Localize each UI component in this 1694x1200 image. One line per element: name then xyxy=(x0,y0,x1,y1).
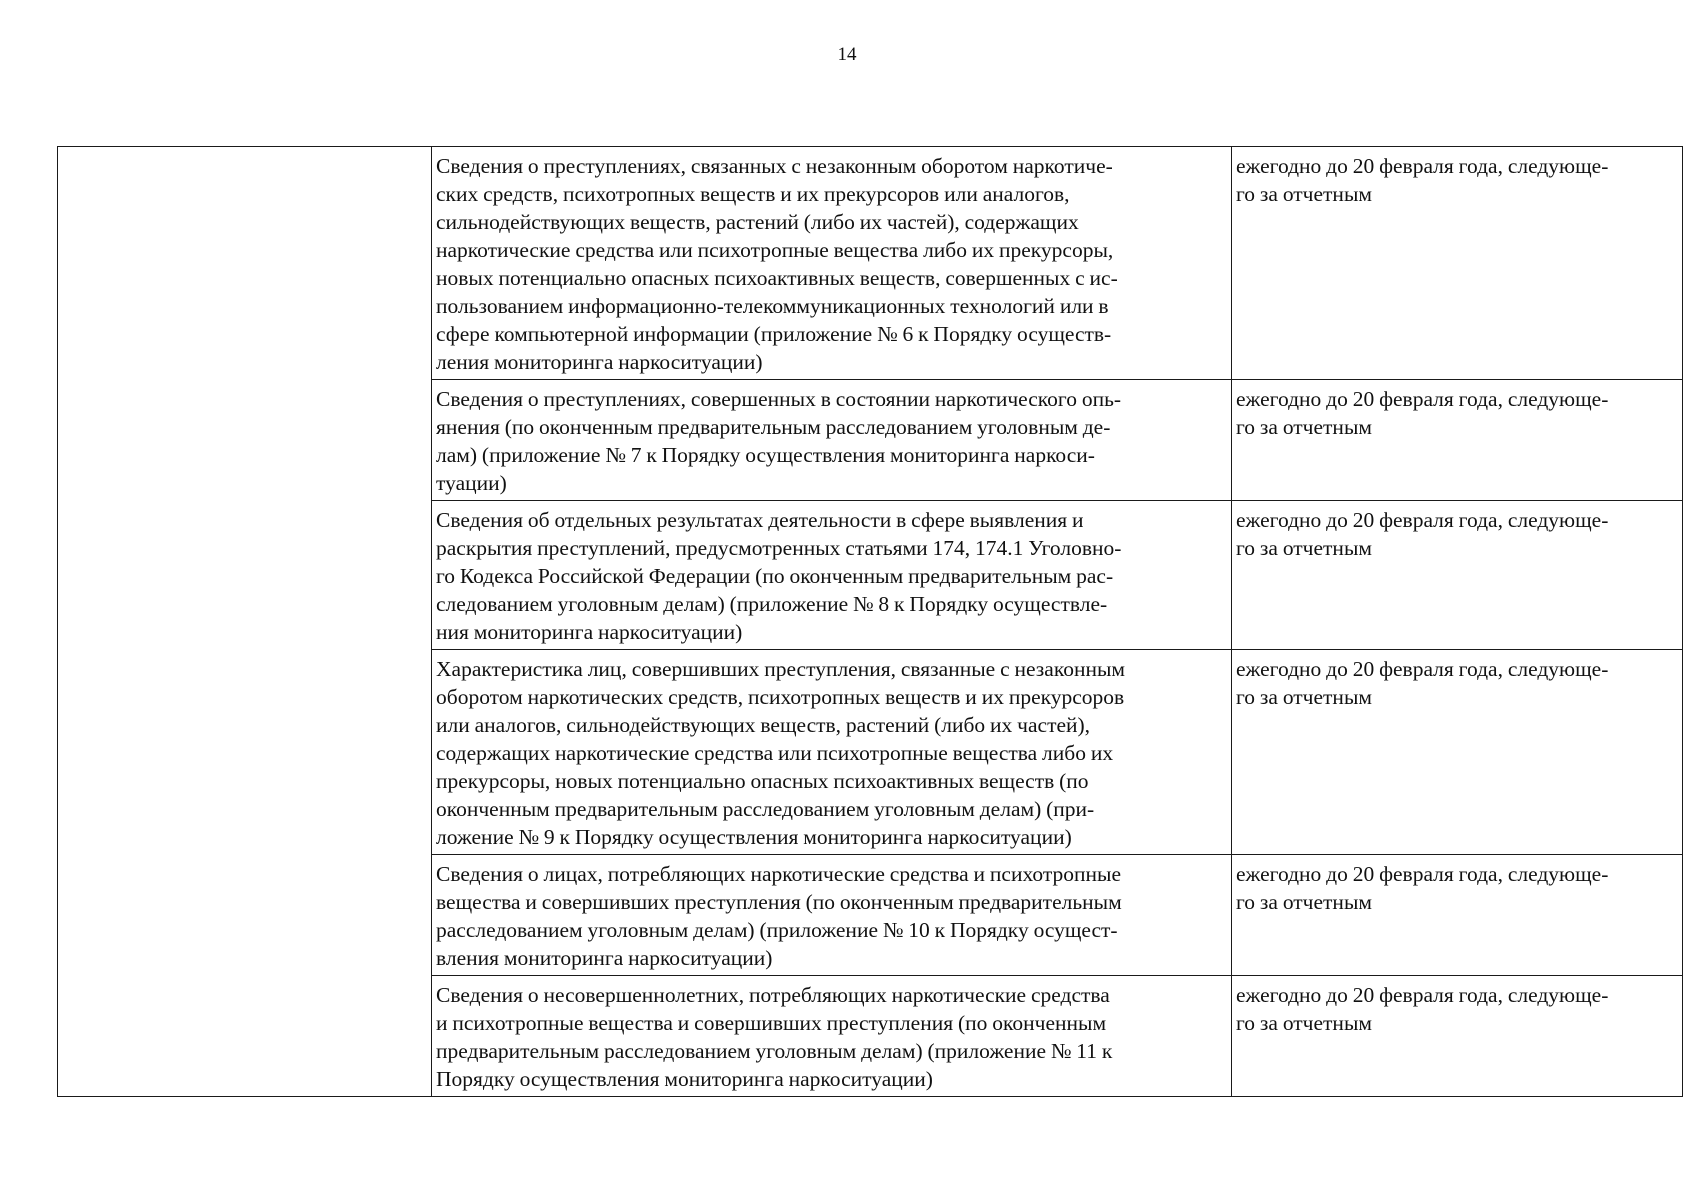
report-description-cell xyxy=(432,855,1232,976)
submission-deadline-cell xyxy=(1232,147,1683,380)
description-line: ния мониторинга наркоситуации) xyxy=(436,620,743,644)
description-line: и психотропные вещества и совершивших преступления (по оконченным xyxy=(436,1011,1107,1035)
deadline-line: го за отчетным xyxy=(1236,536,1372,560)
table-row xyxy=(58,147,1683,380)
deadline-line: го за отчетным xyxy=(1236,182,1372,206)
submission-deadline-cell xyxy=(1232,501,1683,650)
report-description-cell xyxy=(432,976,1232,1097)
description-line: или аналогов, сильнодействующих веществ, растений (либо их частей), xyxy=(436,713,1091,737)
description-line: прекурсоры, новых потенциально опасных психоактивных веществ (по xyxy=(436,769,1089,793)
deadline-line: го за отчетным xyxy=(1236,415,1372,439)
description-line: Сведения о лицах, потребляющих наркотические средства и психотропные xyxy=(436,862,1122,886)
description-line: наркотические средства или психотропные вещества либо их прекурсоры, xyxy=(436,238,1114,262)
description-line: янения (по оконченным предварительным расследованием уголовным де- xyxy=(436,415,1111,439)
table-body xyxy=(58,147,1683,1097)
description-line: ложение № 9 к Порядку осуществления мониторинга наркоситуации) xyxy=(436,825,1072,849)
submission-deadline-cell xyxy=(1232,855,1683,976)
description-line: предварительным расследованием уголовным делам) (приложение № 11 к xyxy=(436,1039,1113,1063)
submission-deadline-cell xyxy=(1232,380,1683,501)
description-line: Сведения об отдельных результатах деятельности в сфере выявления и xyxy=(436,508,1084,532)
deadline-line: го за отчетным xyxy=(1236,685,1372,709)
description-line: сильнодействующих веществ, растений (либо их частей), содержащих xyxy=(436,210,1079,234)
description-line: вления мониторинга наркоситуации) xyxy=(436,946,773,970)
description-line: лам) (приложение № 7 к Порядку осуществления мониторинга наркоси- xyxy=(436,443,1095,467)
empty-first-column-cell xyxy=(58,147,432,1097)
description-line: раскрытия преступлений, предусмотренных статьями 174, 174.1 Уголовно- xyxy=(436,536,1122,560)
deadline-line: го за отчетным xyxy=(1236,1011,1372,1035)
description-line: оконченным предварительным расследованием уголовным делам) (при- xyxy=(436,797,1095,821)
description-line: сфере компьютерной информации (приложение № 6 к Порядку осуществ- xyxy=(436,322,1112,346)
description-line: вещества и совершивших преступления (по оконченным предварительным xyxy=(436,890,1122,914)
description-line: расследованием уголовным делам) (приложение № 10 к Порядку осущест- xyxy=(436,918,1118,942)
description-line: ских средств, психотропных веществ и их прекурсоров или аналогов, xyxy=(436,182,1070,206)
deadline-line: го за отчетным xyxy=(1236,890,1372,914)
description-line: новых потенциально опасных психоактивных веществ, совершенных с ис- xyxy=(436,266,1118,290)
report-description-cell xyxy=(432,147,1232,380)
report-description-cell xyxy=(432,650,1232,855)
description-line: следованием уголовным делам) (приложение № 8 к Порядку осуществле- xyxy=(436,592,1108,616)
description-line: ления мониторинга наркоситуации) xyxy=(436,350,763,374)
submission-deadline-cell xyxy=(1232,976,1683,1097)
deadline-line: ежегодно до 20 февраля года, следующе- xyxy=(1236,387,1609,411)
deadline-line: ежегодно до 20 февраля года, следующе- xyxy=(1236,657,1609,681)
description-line: туации) xyxy=(436,471,507,495)
deadline-line: ежегодно до 20 февраля года, следующе- xyxy=(1236,154,1609,178)
description-line: Характеристика лиц, совершивших преступления, связанные с незаконным xyxy=(436,657,1126,681)
description-line: Сведения о преступлениях, связанных с незаконным оборотом наркотиче- xyxy=(436,154,1113,178)
description-line: Сведения о несовершеннолетних, потребляющих наркотические средства xyxy=(436,983,1110,1007)
deadline-line: ежегодно до 20 февраля года, следующе- xyxy=(1236,983,1609,1007)
report-description-cell xyxy=(432,380,1232,501)
description-line: го Кодекса Российской Федерации (по оконченным предварительным рас- xyxy=(436,564,1114,588)
deadline-line: ежегодно до 20 февраля года, следующе- xyxy=(1236,508,1609,532)
description-line: пользованием информационно-телекоммуникационных технологий или в xyxy=(436,294,1109,318)
description-line: оборотом наркотических средств, психотропных веществ и их прекурсоров xyxy=(436,685,1125,709)
description-line: содержащих наркотические средства или психотропные вещества либо их xyxy=(436,741,1114,765)
page-number: 14 xyxy=(837,44,857,65)
submission-deadline-cell xyxy=(1232,650,1683,855)
report-description-cell xyxy=(432,501,1232,650)
deadline-line: ежегодно до 20 февраля года, следующе- xyxy=(1236,862,1609,886)
description-line: Сведения о преступлениях, совершенных в состоянии наркотического опь- xyxy=(436,387,1122,411)
report-table xyxy=(57,146,1683,1097)
description-line: Порядку осуществления мониторинга наркоситуации) xyxy=(436,1067,933,1091)
